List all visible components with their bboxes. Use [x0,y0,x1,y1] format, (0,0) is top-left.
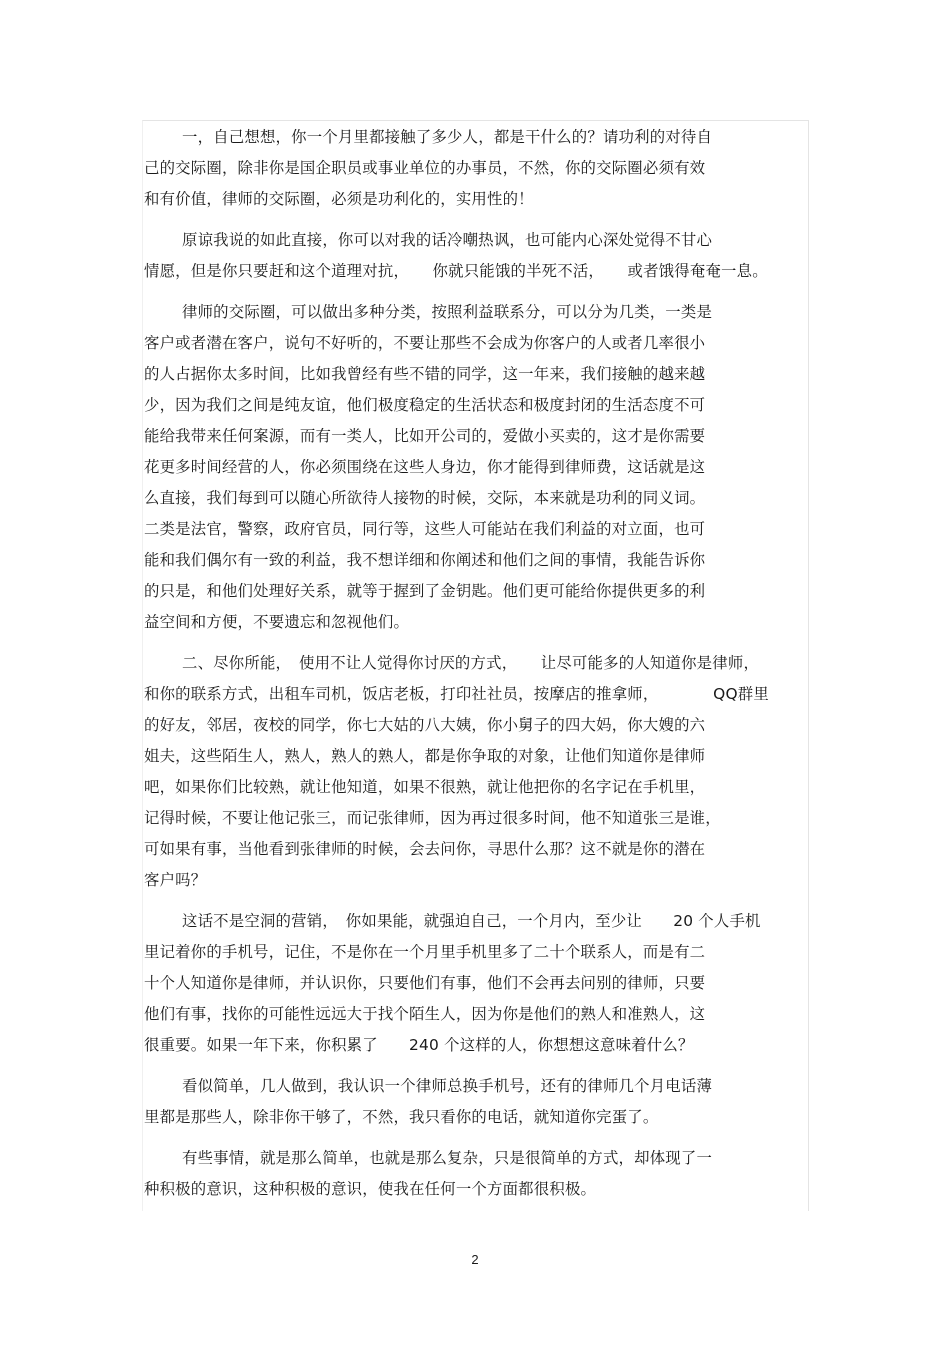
text-line: 情愿，但是你只要赶和这个道理对抗， 你就只能饿的半死不活， 或者饿得奄奄一息。 [144,262,768,280]
paragraph-5 [144,906,809,1061]
text-line: 记得时候，不要让他记张三，而记张律师，因为再过很多时间，他不知道张三是谁， [144,809,721,827]
text-line: 的好友，邻居，夜校的同学，你七大姑的八大姨，你小舅子的四大妈，你大嫂的六 [144,716,706,734]
text-line: 二类是法官，警察，政府官员，同行等，这些人可能站在我们利益的对立面，也可 [144,520,706,538]
text-line: 能和我们偶尔有一致的利益，我不想详细和你阐述和他们之间的事情，我能告诉你 [144,551,706,569]
document-body [144,122,809,1215]
text-line: 看似简单，几人做到，我认识一个律师总换手机号，还有的律师几个月电话薄 [182,1077,713,1095]
text-line: 能给我带来任何案源，而有一类人，比如开公司的，爱做小买卖的，这才是你需要 [144,427,706,445]
text-line: 二、尽你所能， 使用不让人觉得你讨厌的方式， 让尽可能多的人知道你是律师， [182,654,760,672]
text-line: 可如果有事，当他看到张律师的时候，会去问你，寻思什么那？这不就是你的潜在 [144,840,706,858]
text-line: 花更多时间经营的人，你必须围绕在这些人身边，你才能得到律师费，这话就是这 [144,458,706,476]
text-line: 和有价值，律师的交际圈，必须是功利化的，实用性的！ [144,190,534,208]
text-line: 益空间和方便，不要遗忘和忽视他们。 [144,613,410,631]
text-line: 里都是那些人，除非你干够了，不然，我只看你的电话，就知道你完蛋了。 [144,1108,659,1126]
paragraph-7 [144,1143,809,1205]
text-line: 一，自己想想，你一个月里都接触了多少人，都是干什么的？请功利的对待自 [182,128,713,146]
text-line: 少，因为我们之间是纯友谊，他们极度稳定的生活状态和极度封闭的生活态度不可 [144,396,706,414]
paragraph-1 [144,122,809,215]
text-line: 的只是，和他们处理好关系，就等于握到了金钥匙。他们更可能给你提供更多的利 [144,582,706,600]
text-line: 客户吗？ [144,871,207,889]
text-line: 律师的交际圈，可以做出多种分类，按照利益联系分，可以分为几类，一类是 [182,303,713,321]
paragraph-6 [144,1071,809,1133]
text-line: 客户或者潜在客户，说句不好听的，不要让那些不会成为你客户的人或者几率很小 [144,334,706,352]
text-line: 原谅我说的如此直接，你可以对我的话冷嘲热讽，也可能内心深处觉得不甘心 [182,231,713,249]
text-line: 种积极的意识，这种积极的意识，使我在任何一个方面都很积极。 [144,1180,597,1198]
page-number: 2 [471,1252,479,1267]
text-line: 里记着你的手机号，记住，不是你在一个月里手机里多了二十个联系人，而是有二 [144,943,706,961]
paragraph-4 [144,648,809,896]
text-line: 姐夫，这些陌生人，熟人，熟人的熟人，都是你争取的对象，让他们知道你是律师 [144,747,706,765]
paragraph-2 [144,225,809,287]
text-line: 的人占据你太多时间，比如我曾经有些不错的同学，这一年来，我们接触的越来越 [144,365,706,383]
paragraph-3 [144,297,809,638]
text-line: 很重要。如果一年下来，你积累了 240 个这样的人，你想想这意味着什么？ [144,1036,694,1054]
text-line: 么直接，我们每到可以随心所欲待人接物的时候，交际，本来就是功利的同义词。 [144,489,706,507]
text-line: 吧，如果你们比较熟，就让他知道，如果不很熟，就让他把你的名字记在手机里， [144,778,706,796]
text-line: 有些事情，就是那么简单，也就是那么复杂，只是很简单的方式，却体现了一 [182,1149,713,1167]
text-line: 和你的联系方式，出租车司机，饭店老板，打印社社员，按摩店的推拿师， QQ群里 [144,685,769,703]
text-line: 己的交际圈，除非你是国企职员或事业单位的办事员，不然，你的交际圈必须有效 [144,159,706,177]
text-line: 十个人知道你是律师，并认识你，只要他们有事，他们不会再去问别的律师，只要 [144,974,706,992]
text-line: 他们有事，找你的可能性远远大于找个陌生人，因为你是他们的熟人和准熟人，这 [144,1005,706,1023]
text-line: 这话不是空洞的营销， 你如果能，就强迫自己，一个月内，至少让 20 个人手机 [182,912,761,930]
